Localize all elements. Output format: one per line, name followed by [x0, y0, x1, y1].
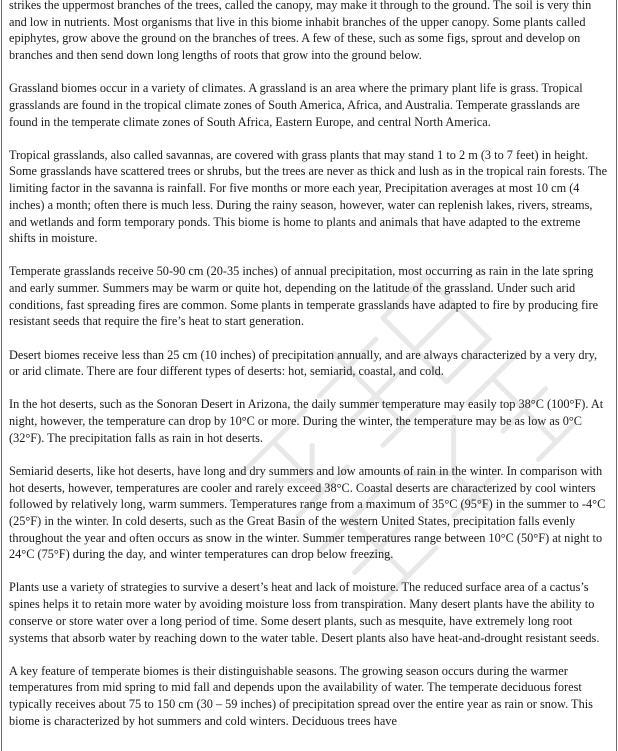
paragraph-semiarid-deserts: Semiarid deserts, like hot deserts, have long and dry summers and low amounts of rain in the winter. In comparison with hot deserts, however, temperatures are cooler and rarely exceed 38°C. Coastal deserts are characterized by cool winters followed by relatively long, warm summers. Temperatures range from a maximum of 35°C (95°F) in the summer to -4°C (25°F) in the winter. In cold deserts, such as the Great Basin of the western United States, precipitation falls evenly throughout the year and often occurs as snow in the winter. Summer temperatures range between 10°C (50°F) at night to 24°C (75°F) during the day, and winter temperatures can drop below freezing.	[9, 463, 606, 562]
page-border-right	[616, 0, 617, 751]
paragraph-rainforest-canopy: strikes the uppermost branches of the trees, called the canopy, may make it through to the ground. The soil is very thin and low in nutrients. Most organisms that live in this biome inhabit branches of the upper canopy. Some plants called epiphytes, grow above the ground on the branches of trees. A few of these, such as some figs, sprout and develop on branches and then send down long lengths of roots that grow into the ground below.	[9, 0, 592, 63]
paragraph-temperate-grasslands: Temperate grasslands receive 50-90 cm (20-35 inches) of annual precipitation, most occurring as rain in the late spring and early summer. Summers may be warm or quite hot, depending on the latitude of the grassland. Under such arid conditions, fast spreading fires are common. Some plants in temperate grasslands have adapted to fire by producing fire resistant seeds that require the fire’s heat to start generation.	[9, 264, 599, 329]
paragraph-hot-deserts: In the hot deserts, such as the Sonoran Desert in Arizona, the daily summer temperature may easily top 38°C (100°F). At night, however, the temperature can drop by 10°C or more. During the winter, the temperature may be as low as 0°C (32°F). The precipitation falls as rain in hot deserts.	[9, 397, 604, 445]
paragraph-grassland-biomes: Grassland biomes occur in a variety of climates. A grassland is an area where the primary plant life is grass. Tropical grasslands are found in the tropical climate zones of South America, Africa, and Australia. Temperate grasslands are found in the temperate climate zones of South Africa, Eastern Europe, and central North America.	[9, 81, 583, 129]
page-border-left	[1, 0, 2, 751]
paragraph-desert-biomes: Desert biomes receive less than 25 cm (10 inches) of precipitation annually, and are always characterized by a very dry, or arid climate. There are four different types of deserts: hot, semiarid, coastal, and cold.	[9, 347, 598, 379]
document-body	[9, 0, 608, 746]
paragraph-temperate-biomes: A key feature of temperate biomes is their distinguishable seasons. The growing season occurs during the warmer temperatures from mid spring to mid fall and depends upon the availability of water. The temperate deciduous forest typically receives about 75 to 150 cm (30 – 59 inches) of precipitation spread over the entire year as rain or snow. This biome is characterized by hot summers and cold winters. Deciduous trees have	[9, 663, 593, 728]
paragraph-tropical-grasslands: Tropical grasslands, also called savannas, are covered with grass plants that may stand 1 to 2 m (3 to 7 feet) in height. Some grasslands have scattered trees or shrubs, but the trees are never as thick and lush as in the tropical rain forests. The limiting factor in the savanna is rainfall. For five months or more each year, Precipitation averages at most 10 cm (4 inches) a month; often there is much less. During the rainy season, however, water can replenish lakes, rivers, streams, and wetlands and form temporary ponds. This biome is home to plants and animals that have adapted to the extreme shifts in moisture.	[9, 147, 608, 246]
paragraph-desert-plants: Plants use a variety of strategies to survive a desert’s heat and lack of moisture. The reduced surface area of a cactus’s spines helps it to retain more water by avoiding moisture loss from transpiration. Many desert plants have the ability to conserve or store water over a long period of time. Some desert plants, such as mesquite, have extremely long root systems that absorb water by reaching down to the water table. Desert plants also have heat-and-drought resistant seeds.	[9, 580, 600, 645]
